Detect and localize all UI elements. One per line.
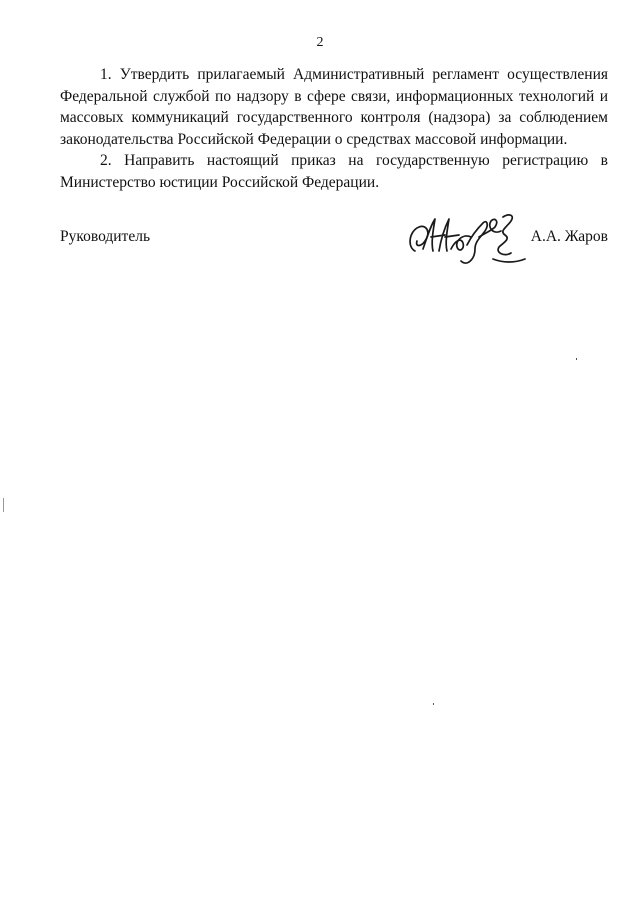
- document-body: [60, 64, 608, 193]
- scan-speck: [433, 703, 434, 705]
- handwritten-signature-icon: [405, 207, 530, 273]
- scan-speck: [576, 358, 577, 360]
- page-number: 2: [316, 35, 324, 50]
- signer-title: Руководитель: [60, 228, 151, 245]
- signature-block: [60, 213, 608, 273]
- paragraph-1: 1. Утвердить прилагаемый Административный регламент осуществления Федеральной службой по надзору в сфере связи, информационных технологий и массовых коммуникаций государственного контроля (надзора) за соблюдением законодательства Российской Федерации о средствах массовой информации.: [60, 66, 608, 148]
- scan-speck: [3, 498, 4, 512]
- signer-name: А.А. Жаров: [530, 228, 608, 245]
- paragraph-2: 2. Направить настоящий приказ на государственную регистрацию в Министерство юстиции Российской Федерации.: [60, 152, 608, 191]
